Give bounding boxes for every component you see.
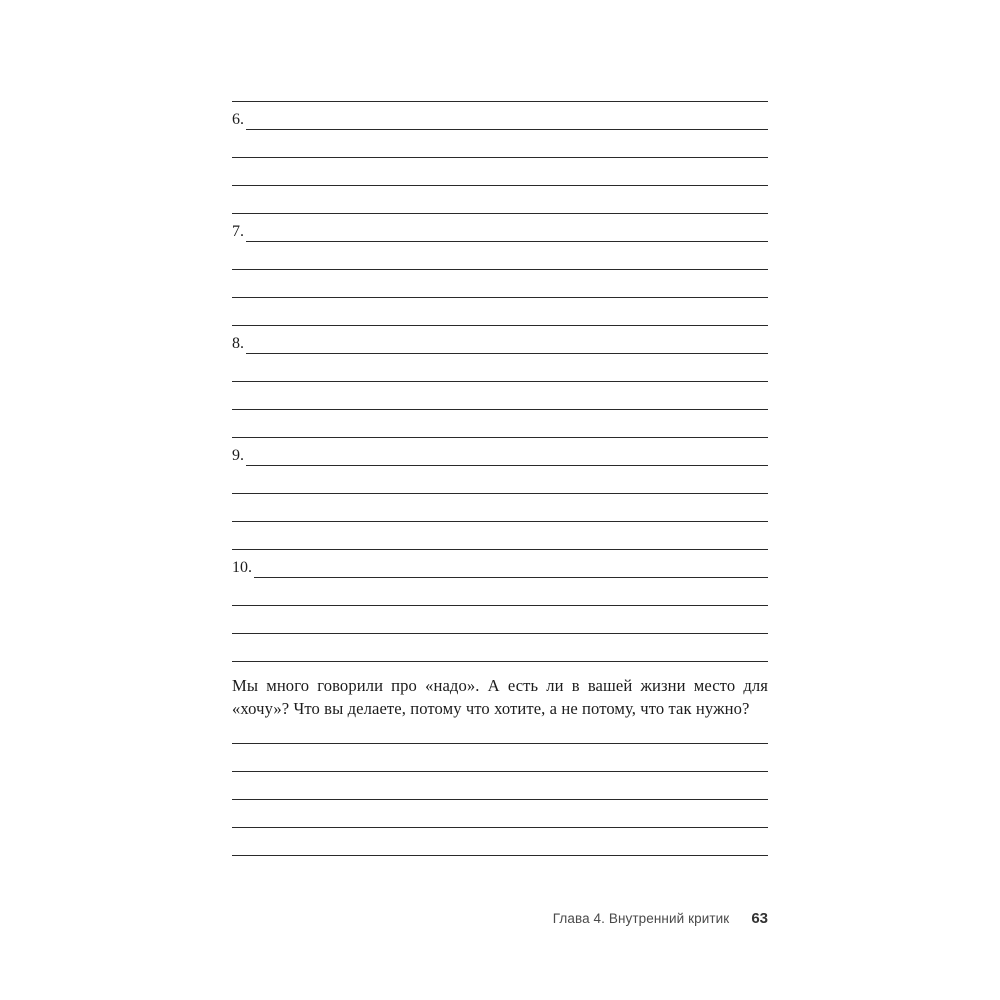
answer-line[interactable] — [232, 716, 768, 744]
item-number: 8. — [232, 335, 244, 353]
answer-line[interactable] — [232, 130, 768, 158]
answer-line[interactable] — [232, 578, 768, 606]
worksheet — [232, 74, 768, 856]
answer-line[interactable] — [232, 828, 768, 856]
item-9 — [232, 438, 768, 550]
answer-line[interactable] — [232, 382, 768, 410]
answer-line[interactable] — [232, 354, 768, 382]
answer-line[interactable] — [232, 772, 768, 800]
item-8 — [232, 326, 768, 438]
item-number: 9. — [232, 447, 244, 465]
answer-line[interactable] — [232, 410, 768, 438]
answer-line[interactable] — [232, 606, 768, 634]
item-number: 6. — [232, 111, 244, 129]
item-number: 10. — [232, 559, 252, 577]
answer-line[interactable] — [232, 214, 768, 242]
page-footer — [553, 910, 768, 927]
answer-line[interactable] — [232, 242, 768, 270]
answer-line[interactable] — [232, 550, 768, 578]
chapter-title: Глава 4. Внутренний критик — [552, 911, 730, 926]
answer-line[interactable] — [232, 74, 768, 102]
answer-line[interactable] — [232, 186, 768, 214]
question-text: Мы много говорили про «надо». А есть ли в вашей жизни место для «хочу»? Что вы делаете, потому что хотите, а не потому, что так нужно? — [232, 676, 768, 718]
answer-line[interactable] — [232, 800, 768, 828]
answer-line[interactable] — [232, 634, 768, 662]
answer-line[interactable] — [232, 298, 768, 326]
item-10 — [232, 550, 768, 662]
answer-line[interactable] — [232, 158, 768, 186]
item-6 — [232, 102, 768, 214]
question-answer-area — [232, 716, 768, 856]
answer-line[interactable] — [232, 466, 768, 494]
answer-line[interactable] — [232, 522, 768, 550]
answer-line[interactable] — [232, 102, 768, 130]
answer-line[interactable] — [232, 326, 768, 354]
page-number: 63 — [751, 910, 768, 927]
answer-line[interactable] — [232, 494, 768, 522]
answer-line[interactable] — [232, 270, 768, 298]
item-number: 7. — [232, 223, 244, 241]
item-7 — [232, 214, 768, 326]
answer-line[interactable] — [232, 744, 768, 772]
answer-line[interactable] — [232, 438, 768, 466]
